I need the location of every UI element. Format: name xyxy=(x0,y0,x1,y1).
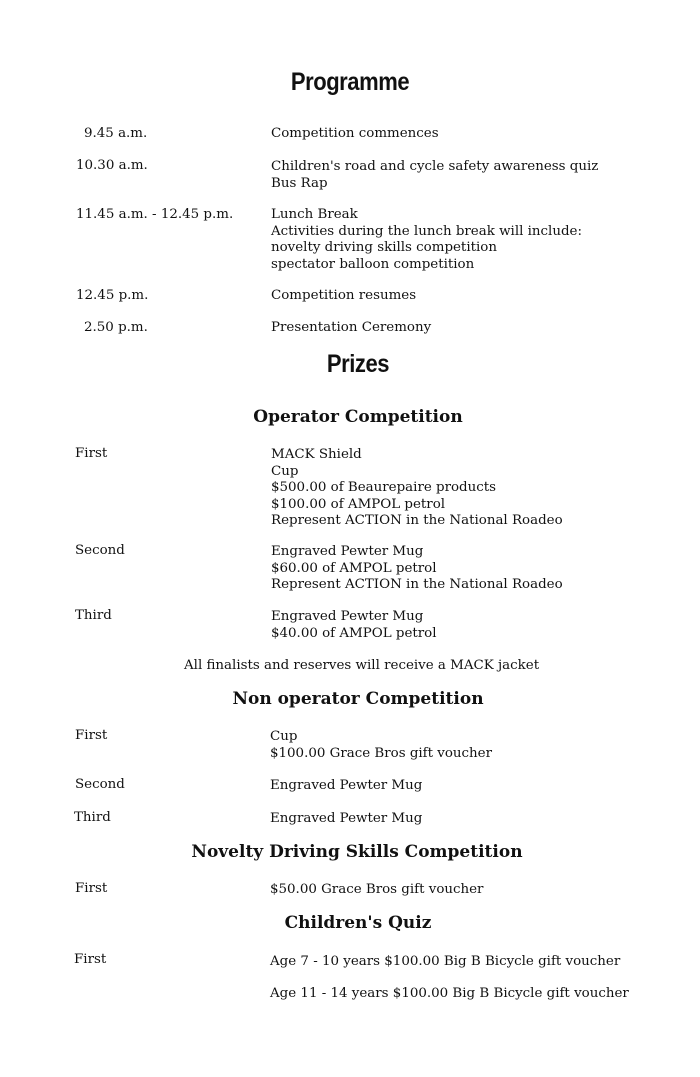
programme-line: Activities during the lunch break will include: xyxy=(271,223,582,239)
prize-line: $40.00 of AMPOL petrol xyxy=(271,625,437,641)
prize-place: Second xyxy=(75,777,125,792)
prize-line: Represent ACTION in the National Roadeo xyxy=(271,513,563,528)
programme-time: 2.50 p.m. xyxy=(84,320,148,335)
prize-list xyxy=(270,729,492,762)
prize-line: MACK Shield xyxy=(271,447,362,462)
programme-time: 9.45 a.m. xyxy=(84,126,148,141)
prize-line: Engraved Pewter Mug xyxy=(270,811,423,826)
prize-place: Second xyxy=(75,543,125,558)
prize-list xyxy=(271,447,563,530)
programme-description xyxy=(271,288,416,305)
programme-time: 10.30 a.m. xyxy=(76,158,148,173)
prize-list xyxy=(270,811,422,828)
programme-line: Bus Rap xyxy=(271,175,328,191)
prize-place: First xyxy=(75,881,108,896)
programme-line: novelty driving skills competition xyxy=(271,240,497,255)
programme-time: 11.45 a.m. - 12.45 p.m. xyxy=(76,207,234,222)
prize-line: $50.00 Grace Bros gift voucher xyxy=(270,882,484,897)
programme-heading: Programme xyxy=(290,68,410,96)
programme-line: Children's road and cycle safety awareness quiz xyxy=(271,159,599,174)
prize-list xyxy=(270,954,620,971)
prize-place: First xyxy=(75,446,108,461)
prize-line: Engraved Pewter Mug xyxy=(271,544,424,559)
prize-line: Engraved Pewter Mug xyxy=(270,778,423,793)
prize-list xyxy=(270,778,422,795)
non-operator-competition-heading: Non operator Competition xyxy=(232,689,484,709)
prize-place: First xyxy=(75,728,108,743)
programme-description xyxy=(271,320,431,337)
prize-list xyxy=(271,544,563,594)
prize-line: $100.00 Grace Bros gift voucher xyxy=(270,745,492,761)
prize-list xyxy=(270,882,483,899)
programme-description xyxy=(271,159,598,192)
prize-line: Engraved Pewter Mug xyxy=(271,609,424,624)
programme-line: Competition commences xyxy=(271,126,439,141)
prize-line: $500.00 of Beaurepaire products xyxy=(271,480,497,495)
prize-place: Third xyxy=(74,810,111,825)
programme-description xyxy=(271,207,582,273)
programme-line: spectator balloon competition xyxy=(271,256,475,272)
programme-description xyxy=(271,126,439,143)
prize-line: Age 7 - 10 years $100.00 Big B Bicycle gift voucher xyxy=(270,954,621,969)
programme-line: Presentation Ceremony xyxy=(271,320,432,335)
finalists-note: All finalists and reserves will receive a MACK jacket xyxy=(184,658,540,673)
prize-line: Age 11 - 14 years $100.00 Big B Bicycle gift voucher xyxy=(270,986,629,1001)
prize-line: Represent ACTION in the National Roadeo xyxy=(271,577,563,592)
prize-place: First xyxy=(74,952,107,967)
novelty-competition-heading: Novelty Driving Skills Competition xyxy=(191,842,523,862)
prize-line: Cup xyxy=(270,729,298,744)
prizes-heading: Prizes xyxy=(326,350,390,378)
prize-list xyxy=(270,986,629,1003)
programme-time: 12.45 p.m. xyxy=(76,288,149,303)
prize-place: Third xyxy=(75,608,112,623)
programme-line: Lunch Break xyxy=(271,207,358,222)
prize-line: $60.00 of AMPOL petrol xyxy=(271,560,437,576)
programme-line: Competition resumes xyxy=(271,288,417,303)
childrens-quiz-heading: Children's Quiz xyxy=(284,913,432,933)
prize-line: Cup xyxy=(271,463,299,479)
prize-line: $100.00 of AMPOL petrol xyxy=(271,496,446,512)
operator-competition-heading: Operator Competition xyxy=(253,407,463,427)
prize-list xyxy=(271,609,437,642)
